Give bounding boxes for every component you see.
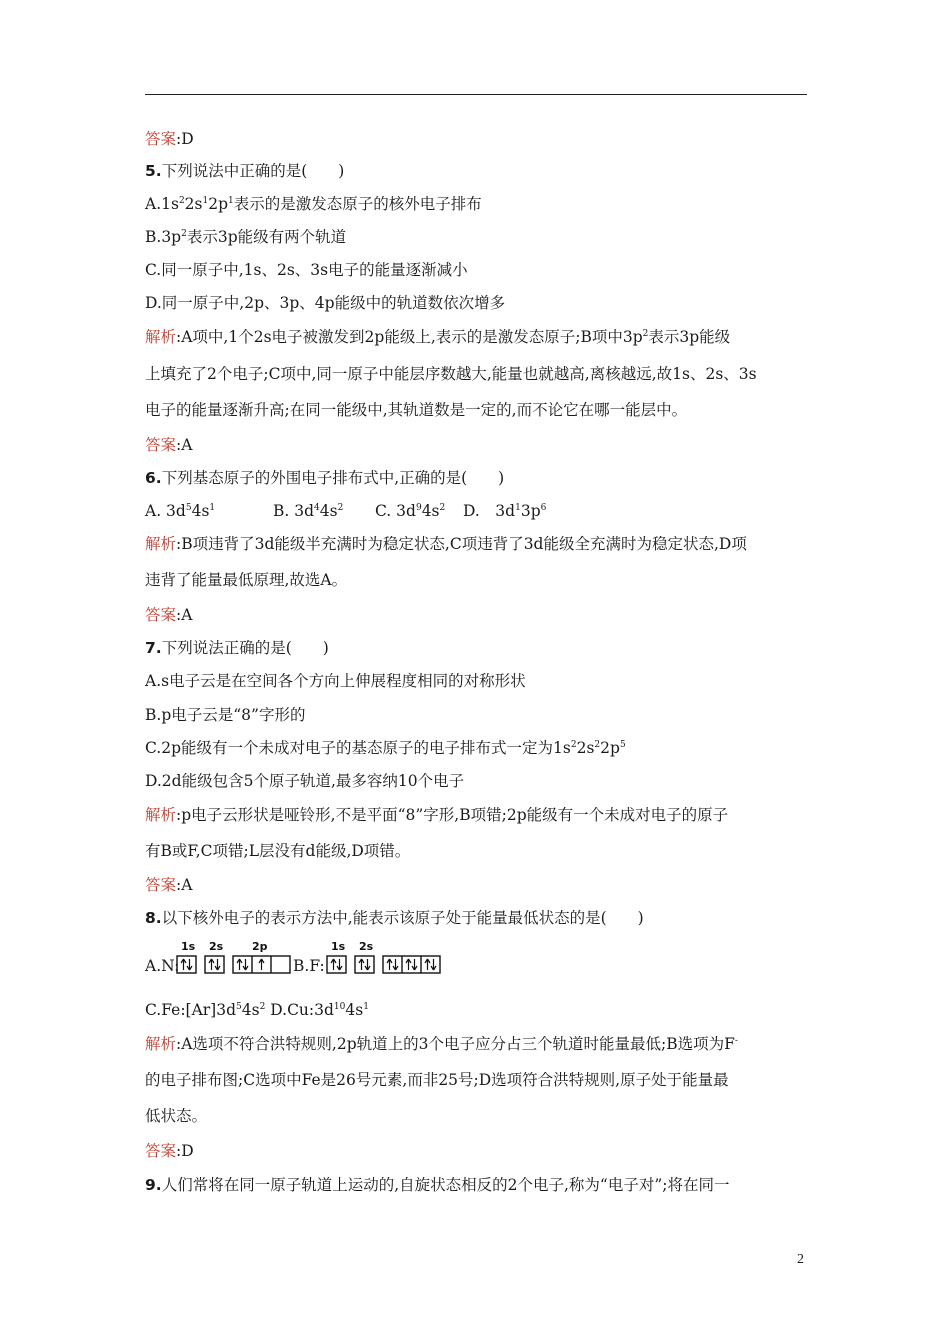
sup: 2	[642, 329, 649, 339]
q5-option-a	[145, 193, 482, 215]
sup: 1	[363, 1002, 369, 1012]
sup: -	[734, 1036, 738, 1046]
text: A.1s	[145, 195, 179, 213]
explanation-label: 解析	[145, 1035, 177, 1053]
label-1s-f: 1s	[331, 940, 346, 953]
explanation-label: 解析	[145, 535, 177, 553]
q7-answer	[145, 874, 192, 896]
text: D. 3d	[463, 502, 516, 520]
text: B.3p	[145, 228, 182, 246]
label-2p-n: 2p	[252, 940, 268, 953]
q5-stem-text: 下列说法中正确的是( )	[161, 162, 345, 180]
q5-answer	[145, 434, 192, 456]
answer-label: 答案	[145, 1142, 177, 1160]
q5-explanation-line-3: 电子的能量逐渐升高;在同一能级中,其轨道数是一定的,而不论它在哪一能层中。	[145, 401, 688, 419]
q8-option-d	[270, 1001, 369, 1019]
sup: 2	[259, 1002, 266, 1012]
sup: 2	[181, 229, 187, 239]
text: 2s	[576, 739, 595, 757]
text: 4s	[319, 502, 338, 520]
orbital-f-2s-box	[355, 956, 374, 973]
q8-stem-text: 以下核外电子的表示方法中,能表示该原子处于能量最低状态的是( )	[161, 909, 644, 927]
q6-stem-text: 下列基态原子的外围电子排布式中,正确的是( )	[161, 469, 505, 487]
text: 4s	[345, 1001, 364, 1019]
text: :A选项不符合洪特规则,2p轨道上的3个电子应分占三个轨道时能量最低;B选项为F	[176, 1035, 735, 1053]
sup: 10	[333, 1002, 346, 1012]
text: C.2p能级有一个未成对电子的基态原子的电子排布式一定为1s	[145, 739, 571, 757]
answer-value: :D	[176, 130, 194, 148]
text: D.Cu:3d	[270, 1001, 334, 1019]
text: 3p	[520, 502, 541, 520]
sup: 1	[228, 196, 234, 206]
text: :p电子云形状是哑铃形,不是平面“8”字形,B项错;2p能级有一个未成对电子的原子	[176, 806, 729, 824]
q8-explanation-line-3: 低状态。	[145, 1107, 208, 1125]
sup: 6	[540, 503, 547, 513]
q6-stem	[145, 467, 504, 489]
q5-option-b	[145, 226, 346, 248]
sup: 2	[439, 503, 446, 513]
q9-stem-text: 人们常将在同一原子轨道上运动的,自旋状态相反的2个电子,称为“电子对”;将在同一	[161, 1176, 730, 1194]
q9-number: 9.	[145, 1176, 162, 1194]
prev-answer	[145, 128, 194, 150]
explanation-label: 解析	[145, 328, 177, 346]
text: A. 3d	[145, 502, 186, 520]
q8-option-b-label: B.F:	[293, 957, 325, 975]
text: C.Fe:[Ar]3d	[145, 1001, 237, 1019]
answer-label: 答案	[145, 606, 177, 624]
label-1s-n: 1s	[181, 940, 196, 953]
explanation-label: 解析	[145, 806, 177, 824]
q7-option-b: B.p电子云是“8”字形的	[145, 706, 306, 724]
q8-options-cd	[145, 999, 369, 1021]
text: 4s	[241, 1001, 260, 1019]
q6-options	[145, 500, 546, 522]
text: 表示3p能级有两个轨道	[186, 228, 347, 246]
q8-stem	[145, 907, 644, 929]
text: 表示3p能级	[648, 328, 731, 346]
orbital-diagram-svg	[145, 938, 645, 978]
q8-option-c	[145, 1001, 265, 1019]
q6-explanation-line-2: 违背了能量最低原理,故选A。	[145, 571, 348, 589]
q7-number: 7.	[145, 639, 162, 657]
answer-label: 答案	[145, 130, 177, 148]
text: :A项中,1个2s电子被激发到2p能级上,表示的是激发态原子;B项中3p	[176, 328, 643, 346]
text: 2p	[208, 195, 229, 213]
label-2s-f: 2s	[359, 940, 374, 953]
orbital-f-2p-box	[383, 956, 440, 973]
q5-explanation-line-1	[145, 326, 730, 348]
answer-value: :A	[176, 876, 193, 894]
sup: 5	[236, 1002, 242, 1012]
answer-value: :A	[176, 606, 193, 624]
sup: 2	[570, 740, 577, 750]
q6-number: 6.	[145, 469, 162, 487]
text: 2s	[184, 195, 203, 213]
q8-answer	[145, 1140, 194, 1162]
sup: 5	[185, 503, 192, 513]
sup: 1	[202, 196, 209, 206]
text: :B项违背了3d能级半充满时为稳定状态,C项违背了3d能级全充满时为稳定状态,D项	[176, 535, 747, 553]
q5-option-d: D.同一原子中,2p、3p、4p能级中的轨道数依次增多	[145, 294, 506, 312]
text: 表示的是激发态原子的核外电子排布	[233, 195, 482, 213]
sup: 5	[619, 740, 626, 750]
q7-explanation-line-2: 有B或F,C项错;L层没有d能级,D项错。	[145, 842, 411, 860]
sup: 2	[178, 196, 185, 206]
text: 4s	[191, 502, 210, 520]
orbital-n-2s-box	[205, 956, 224, 973]
q6-answer	[145, 604, 192, 626]
orbital-f-1s-box	[327, 956, 346, 973]
sup: 1	[209, 503, 216, 513]
answer-label: 答案	[145, 436, 177, 454]
answer-label: 答案	[145, 876, 177, 894]
label-2s-n: 2s	[209, 940, 224, 953]
sup: 2	[337, 503, 344, 513]
q6-explanation-line-1	[145, 533, 747, 555]
sup: 1	[515, 503, 521, 513]
answer-value: :D	[176, 1142, 194, 1160]
q7-stem-text: 下列说法正确的是( )	[161, 639, 329, 657]
text: 2p	[600, 739, 620, 757]
q5-explanation-line-2: 上填充了2个电子;C项中,同一原子中能层序数越大,能量也就越高,离核越远,故1s、2s、3s	[145, 365, 757, 383]
q6-option-c	[375, 500, 463, 522]
text: C. 3d	[375, 502, 416, 520]
q7-option-c	[145, 737, 626, 759]
q7-option-d: D.2d能级包含5个原子轨道,最多容纳10个电子	[145, 772, 465, 790]
sup: 2	[594, 740, 601, 750]
q8-explanation-line-1	[145, 1033, 738, 1055]
q8-option-a-label: A.N:	[145, 957, 180, 975]
sup: 4	[314, 503, 320, 513]
q5-number: 5.	[145, 162, 162, 180]
header-rule	[145, 94, 807, 95]
q7-explanation-line-1	[145, 804, 728, 826]
text: B. 3d	[273, 502, 315, 520]
orbital-n-1s-box	[177, 956, 196, 973]
answer-value: :A	[176, 436, 193, 454]
q6-option-b	[273, 500, 375, 522]
q9-stem	[145, 1174, 729, 1196]
q5-stem	[145, 160, 344, 182]
orbital-diagrams	[145, 938, 645, 978]
q7-option-a: A.s电子云是在空间各个方向上伸展程度相同的对称形状	[145, 672, 526, 690]
sup: 9	[415, 503, 422, 513]
q6-option-a	[145, 500, 273, 522]
q7-stem	[145, 637, 329, 659]
page-number: 2	[797, 1252, 804, 1267]
q8-explanation-line-2: 的电子排布图;C选项中Fe是26号元素,而非25号;D选项符合洪特规则,原子处于能量最	[145, 1071, 729, 1089]
q6-option-d	[463, 500, 546, 522]
q5-option-c: C.同一原子中,1s、2s、3s电子的能量逐渐减小	[145, 261, 468, 279]
q8-number: 8.	[145, 909, 162, 927]
text: 4s	[421, 502, 440, 520]
